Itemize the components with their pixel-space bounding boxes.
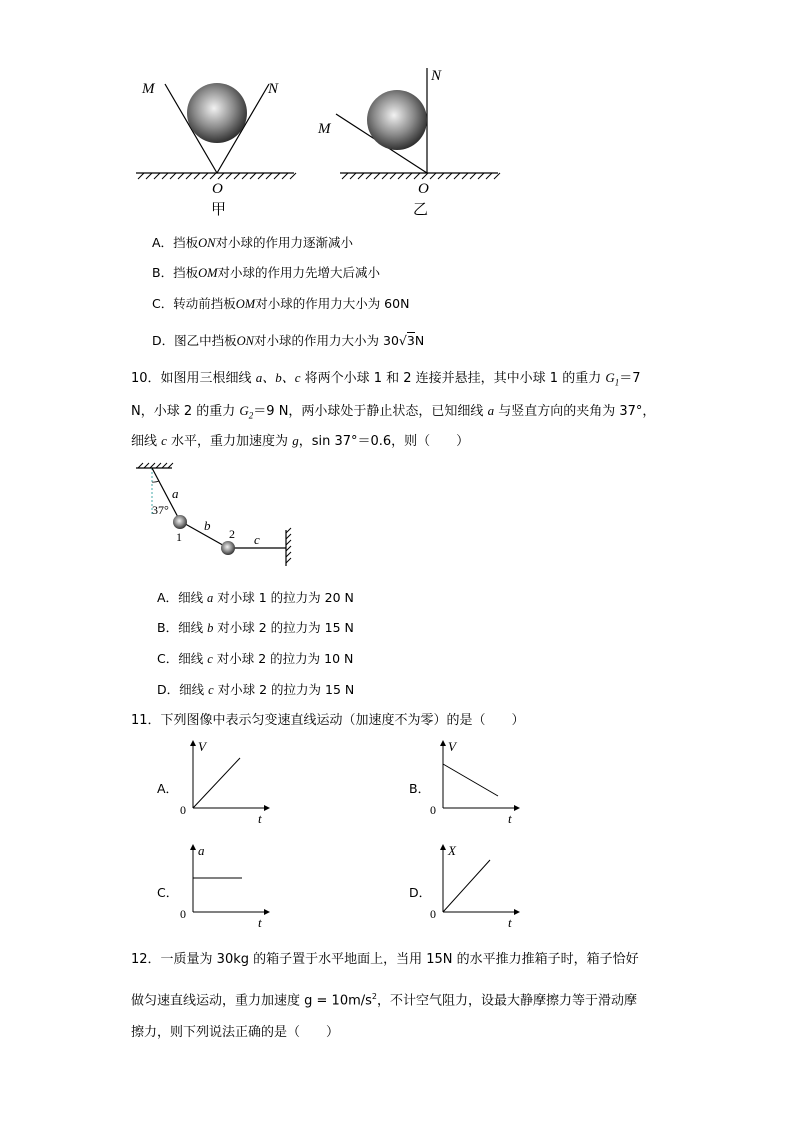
q9-option-a: A．挡板ON对小球的作用力逐渐减小: [152, 235, 353, 250]
graph-line: [443, 764, 498, 796]
label-o: O: [212, 181, 223, 197]
figure-yi: [318, 64, 510, 224]
x-label: t: [508, 915, 512, 930]
x-label: t: [258, 811, 262, 826]
ball-1: [173, 515, 187, 529]
origin-label: 0: [180, 907, 186, 921]
q10-option-d: D．细线 c 对小球 2 的拉力为 15 N: [157, 682, 355, 697]
graph-line: [443, 860, 490, 912]
label-n: N: [431, 68, 442, 84]
label-angle: 37°: [152, 503, 169, 517]
q9-option-d: D．图乙中挡板ON对小球的作用力大小为 30√3N: [152, 333, 425, 348]
q11-option-a-letter: A．: [157, 781, 179, 796]
y-label: V: [448, 739, 456, 754]
x-label: t: [258, 915, 262, 930]
q9-option-b: B．挡板OM对小球的作用力先增大后减小: [152, 265, 381, 280]
x-label: t: [508, 811, 512, 826]
ball: [187, 83, 247, 143]
caption-jia: 甲: [211, 200, 227, 218]
label-m: M: [142, 81, 155, 97]
origin-label: 0: [430, 907, 436, 921]
label-ball-2: 2: [229, 527, 235, 541]
q10-stem-line1: 10．如图用三根细线 a、b、c 将两个小球 1 和 2 连接并悬挂，其中小球 1 的重力 $G_1=7$: [131, 370, 641, 388]
ball-2: [221, 541, 235, 555]
label-o: O: [418, 181, 429, 197]
label-c: c: [254, 532, 260, 547]
label-n: N: [268, 81, 279, 97]
q11-option-b-letter: B．: [409, 781, 431, 796]
q11-graph-c: [176, 842, 276, 932]
q10-option-b: B．细线 b 对小球 2 的拉力为 15 N: [157, 620, 354, 635]
label-b: b: [204, 518, 211, 533]
q10-option-c: C．细线 c 对小球 2 的拉力为 10 N: [157, 651, 354, 666]
label-a: a: [172, 486, 179, 501]
y-label: a: [198, 843, 205, 858]
q11-option-d-letter: D．: [409, 885, 432, 900]
q10-option-a: A．细线 a 对小球 1 的拉力为 20 N: [157, 590, 354, 605]
caption-yi: 乙: [413, 200, 429, 218]
q11-graph-b: [426, 738, 526, 828]
q12-stem-line3: 擦力，则下列说法正确的是（ ）: [131, 1025, 340, 1040]
y-label: V: [198, 739, 206, 754]
sqrt-symbol: √: [398, 333, 407, 348]
label-m: M: [318, 121, 331, 137]
origin-label: 0: [430, 803, 436, 817]
origin-label: 0: [180, 803, 186, 817]
q12-stem-line1: 12．一质量为 30kg 的箱子置于水平地面上，当用 15N 的水平推力推箱子时，箱子恰好: [131, 952, 639, 967]
q11-option-c-letter: C．: [157, 885, 179, 900]
label-ball-1: 1: [176, 530, 182, 544]
graph-line: [193, 758, 240, 808]
figure-jia: [130, 64, 310, 224]
q10-stem-line2: N，小球 2 的重力 $G_2=9$ N，两小球处于静止状态，已知细线 a 与竖直方向的夹角为 37°，: [131, 403, 656, 421]
q12-stem-line2: 做匀速直线运动，重力加速度 $g = 10m/s^2$，不计空气阻力，设最大静摩擦力等于滑动摩: [131, 992, 638, 1009]
q10-stem-line3: 细线 c 水平，重力加速度为 g，sin 37°＝0.6，则（ ）: [131, 433, 470, 449]
figure-q10: [130, 462, 300, 572]
q11-stem: 11．下列图像中表示匀变速直线运动（加速度不为零）的是（ ）: [131, 713, 525, 728]
q11-graph-d: [426, 842, 526, 932]
ball: [367, 90, 427, 150]
q9-option-c: C．转动前挡板OM对小球的作用力大小为 60N: [152, 296, 410, 311]
y-label: X: [448, 843, 456, 858]
q11-graph-a: [176, 738, 276, 828]
